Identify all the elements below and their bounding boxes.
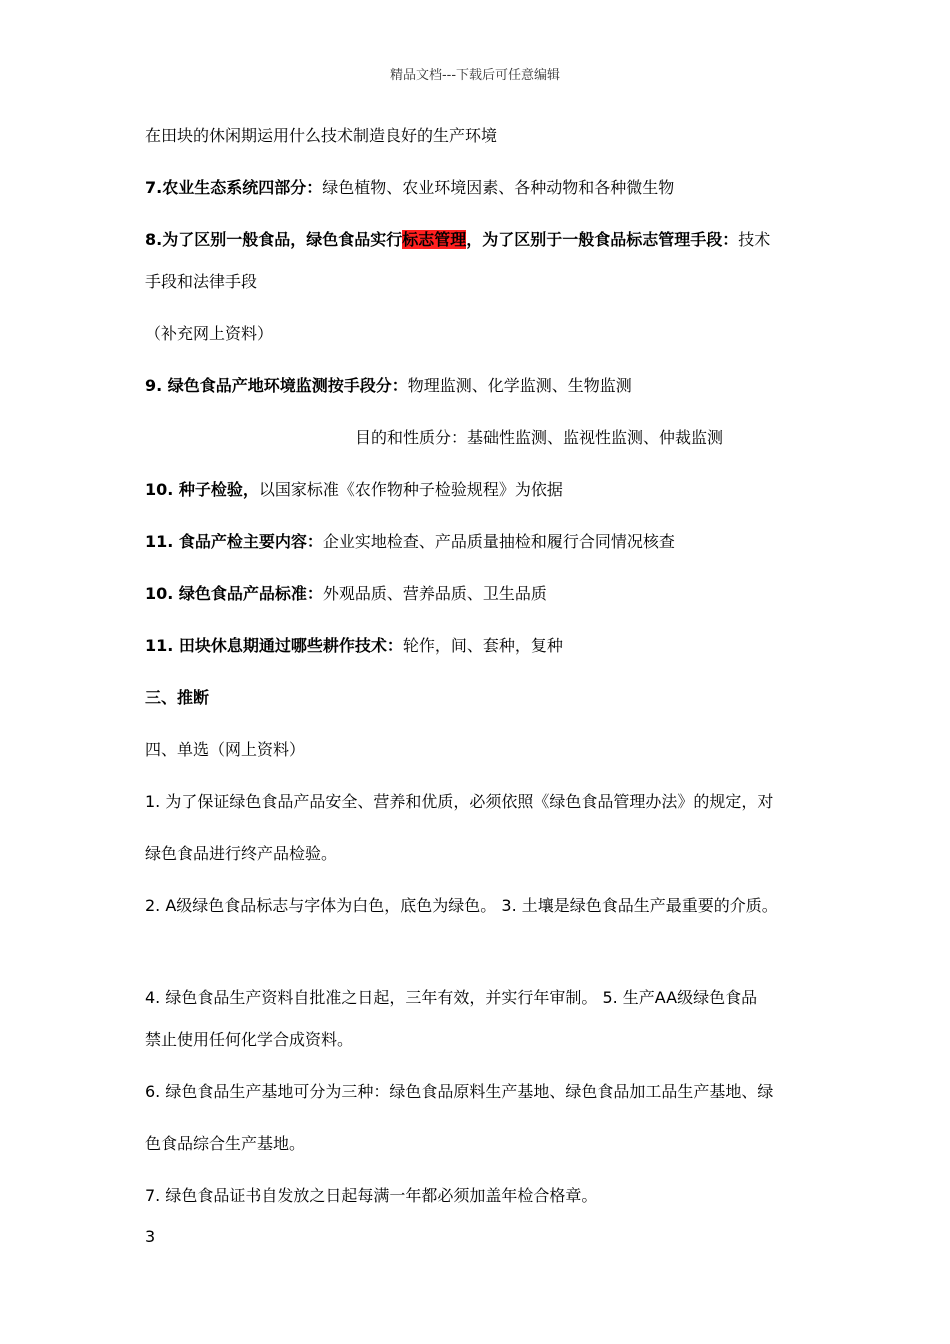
item-11b <box>145 636 563 656</box>
paragraph-line: 绿色食品进行终产品检验。 <box>145 844 338 863</box>
paragraph-line: 6. 绿色食品生产基地可分为三种：绿色食品原料生产基地、绿色食品加工品生产基地、绿 <box>145 1082 774 1101</box>
item-label: 11. 食品产检主要内容： <box>145 532 323 551</box>
item-9 <box>145 376 632 396</box>
paragraph-line: 色食品综合生产基地。 <box>145 1134 306 1153</box>
item-label: 10. 种子检验， <box>145 480 259 499</box>
paragraph-line: 1. 为了保证绿色食品产品安全、营养和优质，必须依照《绿色食品管理办法》的规定，对 <box>145 792 774 811</box>
highlighted-text: 标志管理 <box>402 230 467 249</box>
item-10b <box>145 584 547 604</box>
item-label: 7.农业生态系统四部分： <box>145 178 323 197</box>
item-text: 企业实地检查、产品质量抽检和履行合同情况核查 <box>322 532 675 551</box>
paragraph-line: 目的和性质分：基础性监测、监视性监测、仲裁监测 <box>355 428 724 447</box>
item-8 <box>145 230 770 250</box>
item-7 <box>145 178 674 198</box>
item-label: 9. 绿色食品产地环境监测按手段分： <box>145 376 408 395</box>
item-text: 轮作，间、套种，复种 <box>402 636 563 655</box>
section-heading: 三、推断 <box>145 688 210 707</box>
item-label: 8.为了区别一般食品，绿色食品实行 <box>145 230 403 249</box>
paragraph-line: 2. A级绿色食品标志与字体为白色，底色为绿色。 3. 土壤是绿色食品生产最重要的介质。 <box>145 896 778 915</box>
paragraph-line: 在田块的休闲期运用什么技术制造良好的生产环境 <box>145 126 498 145</box>
item-text: 外观品质、营养品质、卫生品质 <box>322 584 547 603</box>
section-heading: 四、单选（网上资料） <box>145 740 306 759</box>
item-label: 11. 田块休息期通过哪些耕作技术： <box>145 636 403 655</box>
page-number: 3 <box>145 1227 156 1246</box>
item-label: 10. 绿色食品产品标准： <box>145 584 323 603</box>
item-text: 物理监测、化学监测、生物监测 <box>407 376 632 395</box>
paragraph-line: 手段和法律手段 <box>145 272 258 291</box>
paragraph-line: （补充网上资料） <box>145 324 274 343</box>
item-10 <box>145 480 563 500</box>
item-11 <box>145 532 675 552</box>
page-header: 精品文档---下载后可任意编辑 <box>389 68 561 83</box>
paragraph-line: 禁止使用任何化学合成资料。 <box>145 1030 354 1049</box>
item-text: 绿色植物、农业环境因素、各种动物和各种微生物 <box>322 178 675 197</box>
item-label-cont: ，为了区别于一般食品标志管理手段： <box>466 230 739 249</box>
item-text: 技术 <box>738 230 771 249</box>
paragraph-line: 7. 绿色食品证书自发放之日起每满一年都必须加盖年检合格章。 <box>145 1186 598 1205</box>
paragraph-line: 4. 绿色食品生产资料自批准之日起，三年有效，并实行年审制。 5. 生产AA级绿色食品 <box>145 988 758 1007</box>
item-text: 以国家标准《农作物种子检验规程》为依据 <box>258 480 563 499</box>
